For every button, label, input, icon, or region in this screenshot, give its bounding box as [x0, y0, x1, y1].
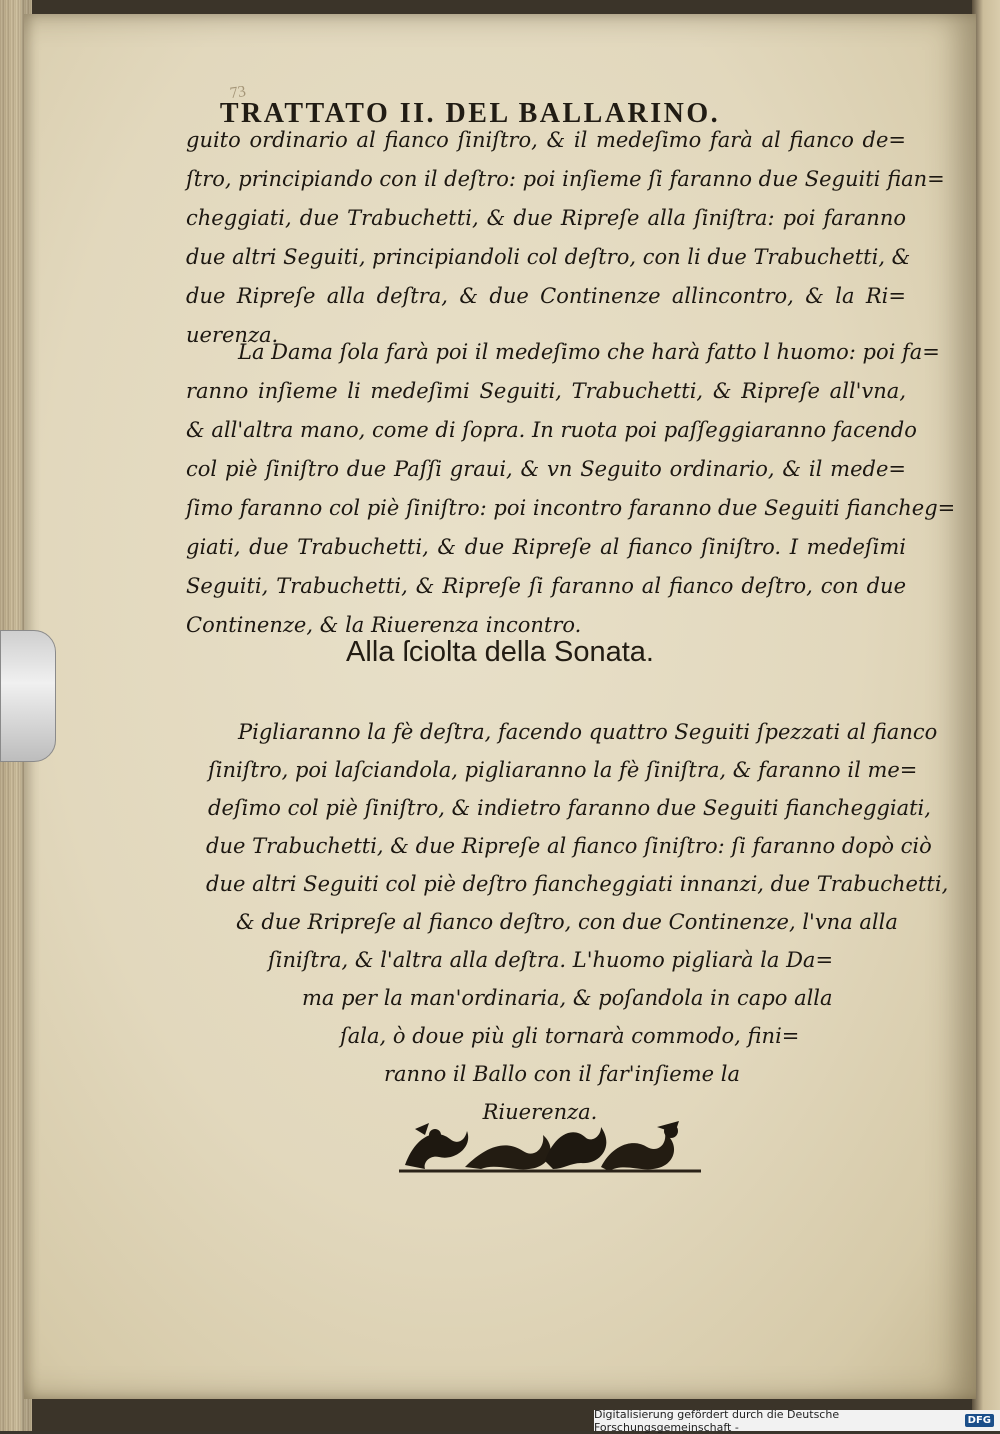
- text-line: Pigliaranno la fè deſtra, facendo quattro Seguiti ſpezzati al fianco: [238, 720, 938, 744]
- text-line: uerenza.: [186, 323, 279, 347]
- paragraph-2: [186, 340, 956, 652]
- text-line: ranno inſieme li medeſimi Seguiti, Trabuchetti, & Ripreſe all'vna,: [186, 379, 906, 403]
- text-line: due altri Seguiti col piè deſtro fiancheggiati innanzi, due Trabuchetti,: [206, 872, 949, 896]
- paragraph-1: [186, 128, 945, 362]
- text-line: ſtro, principiando con il deſtro: poi inſieme ſi faranno due Seguiti fian=: [186, 167, 945, 191]
- facing-page-edge: [972, 0, 1000, 1410]
- text-line: due Ripreſe alla deſtra, & due Continenze allincontro, & la Ri=: [186, 284, 906, 308]
- section-title: Alla ſciolta della Sonata.: [346, 636, 654, 668]
- footer-text: Digitalisierung gefördert durch die Deutsche Forschungsgemeinschaft -: [594, 1407, 840, 1434]
- text-line: ma per la man'ordinaria, & poſandola in capo alla: [302, 986, 833, 1010]
- text-line: ſala, ò doue più gli tornarà commodo, fini=: [340, 1024, 800, 1048]
- text-line: cheggiati, due Trabuchetti, & due Ripreſe alla ſiniſtra: poi faranno: [186, 206, 906, 230]
- text-line: Riuerenza.: [482, 1100, 598, 1124]
- digitization-footer: [594, 1407, 1000, 1434]
- running-header: TRATTATO II. DEL BALLARINO.: [219, 98, 721, 129]
- woodcut-ornament-icon: [395, 1117, 705, 1175]
- text-line: ranno il Ballo con il far'inſieme la: [384, 1062, 740, 1086]
- dfg-logo: DFG: [965, 1414, 994, 1427]
- text-line: ſiniſtro, poi laſciandola, pigliaranno la fè ſiniſtra, & faranno il me=: [208, 758, 918, 782]
- text-line: La Dama ſola farà poi il medeſimo che harà fatto l huomo: poi fa=: [238, 340, 940, 364]
- page-clip: [0, 630, 56, 762]
- text-line: deſimo col piè ſiniſtro, & indietro faranno due Seguiti fiancheggiati,: [208, 796, 931, 820]
- text-line: due altri Seguiti, principiandoli col deſtro, con li due Trabuchetti, &: [186, 245, 911, 269]
- text-line: col piè ſiniſtro due Paſſi graui, & vn Seguito ordinario, & il mede=: [186, 457, 906, 481]
- text-line: Continenze, & la Riuerenza incontro.: [186, 613, 582, 637]
- text-line: ſiniſtra, & l'altra alla deſtra. L'huomo pigliarà la Da=: [268, 948, 834, 972]
- text-line: due Trabuchetti, & due Ripreſe al fianco ſiniſtro: ſi faranno dopò ciò: [206, 834, 932, 858]
- text-line: & due Rripreſe al fianco deſtro, con due Continenze, l'vna alla: [236, 910, 898, 934]
- text-line: guito ordinario al fianco ſiniſtro, & il medeſimo farà al fianco de=: [186, 128, 906, 152]
- text-line: giati, due Trabuchetti, & due Ripreſe al fianco ſiniſtro. I medeſimi: [186, 535, 906, 559]
- text-line: Seguiti, Trabuchetti, & Ripreſe ſi faranno al fianco deſtro, con due: [186, 574, 906, 598]
- text-line: ſimo faranno col piè ſiniſtro: poi incontro faranno due Seguiti fiancheg=: [186, 496, 956, 520]
- text-line: & all'altra mano, come di ſopra. In ruota poi paſſeggiaranno facendo: [186, 418, 917, 442]
- folio-number: 73: [228, 82, 248, 103]
